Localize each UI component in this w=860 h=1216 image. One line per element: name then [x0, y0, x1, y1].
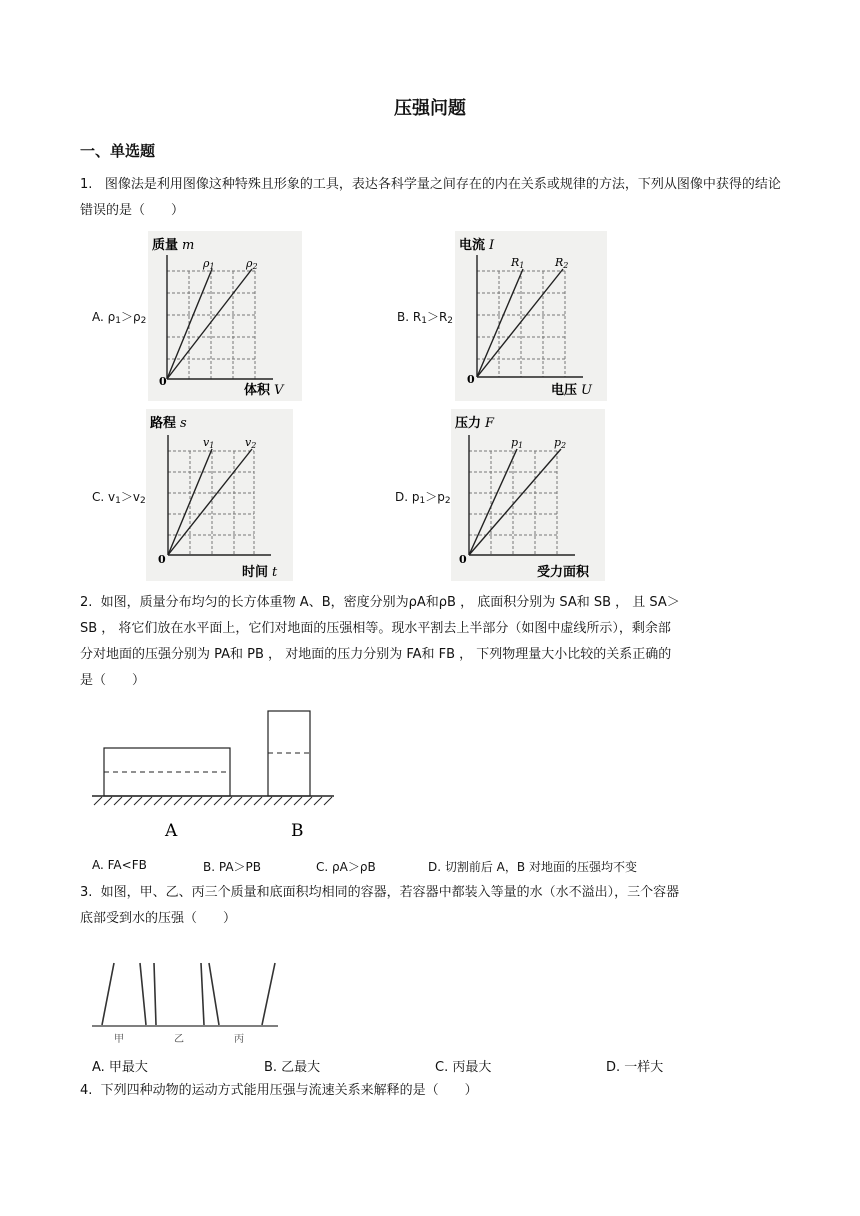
y-axis-label: 电流 I [459, 238, 495, 253]
x-axis-label: 时间 t [242, 565, 278, 580]
option-text: ＞p [425, 490, 445, 504]
origin-label: 0 [158, 553, 166, 566]
option-sub: 2 [444, 496, 451, 506]
container-yi-right [201, 963, 204, 1025]
label-bing: 丙 [234, 1034, 244, 1045]
option-c[interactable] [92, 488, 146, 506]
container-jia-left [102, 963, 114, 1025]
block-diagram [88, 705, 338, 845]
q3-option-a[interactable]: A. 甲最大 [92, 1060, 148, 1075]
question-4 [80, 1078, 785, 1104]
option-sub: 1 [115, 316, 121, 326]
option-text: ＞ρ [120, 310, 141, 324]
series-label: R1 [511, 256, 525, 270]
q2-option-c[interactable]: C. ρA＞ρB [316, 860, 376, 874]
label-a: A [165, 821, 178, 841]
page-title: 压强问题 [394, 98, 466, 119]
y-axis-label: 路程 s [150, 416, 187, 431]
series-label: p1 [511, 436, 524, 450]
graph-distance-time [146, 409, 293, 581]
question-number: 1. [80, 177, 93, 192]
question-text: 下列四种动物的运动方式能用压强与流速关系来解释的是（ ） [100, 1083, 478, 1098]
origin-label: 0 [467, 373, 475, 386]
question-text: 如图，甲、乙、丙三个质量和底面积均相同的容器，若容器中都装入等量的水（水不溢出），三个容器 [100, 885, 680, 900]
container-yi-left [154, 963, 156, 1025]
label-b: B [291, 821, 304, 841]
section-heading: 一、单选题 [80, 142, 156, 160]
container-bing-right [262, 963, 275, 1025]
graph-current-voltage [455, 231, 607, 401]
option-text: ＞v [120, 490, 140, 504]
option-sub: 1 [421, 316, 427, 326]
x-axis-label: 电压 U [551, 383, 592, 398]
option-text: A. ρ [92, 310, 116, 324]
option-sub: 2 [139, 496, 146, 506]
series-label: v2 [245, 436, 257, 450]
option-sub: 2 [447, 316, 454, 326]
question-text: 如图，质量分布均匀的长方体重物 A、B，密度分别为ρA和ρB ， 底面积分别为 SA和 SB ， 且 SA＞ [100, 595, 680, 610]
q2-option-d[interactable]: D. 切割前后 A，B 对地面的压强均不变 [428, 860, 637, 874]
series-label: R2 [555, 256, 569, 270]
graph-force-area [451, 409, 605, 581]
option-sub: 1 [419, 496, 426, 506]
container-bing-left [209, 963, 219, 1025]
option-d[interactable] [395, 488, 451, 506]
x-axis-label: 受力面积 [537, 565, 590, 580]
y-axis-label: 质量 m [152, 238, 195, 253]
series-label: ρ2 [246, 257, 258, 271]
question-number: 4. [80, 1083, 93, 1098]
x-axis-label: 体积 V [244, 383, 284, 398]
option-text: D. p [395, 490, 420, 504]
y-axis-label: 压力 F [455, 416, 495, 431]
question-3 [80, 880, 785, 932]
option-text: C. v [92, 490, 116, 504]
option-sub: 1 [115, 496, 121, 506]
q3-option-d[interactable]: D. 一样大 [606, 1060, 664, 1075]
question-text: 是（ ） [80, 673, 146, 688]
label-jia: 甲 [114, 1034, 124, 1045]
graph-mass-volume [148, 231, 302, 401]
question-2 [80, 590, 785, 694]
q3-option-b[interactable]: B. 乙最大 [264, 1060, 321, 1075]
q2-option-b[interactable]: B. PA＞PB [203, 860, 262, 874]
option-b[interactable] [397, 308, 453, 326]
question-text: 分对地面的压强分别为 PA和 PB ， 对地面的压力分别为 FA和 FB ， 下列物理量大小比较的关系正确的 [80, 647, 672, 662]
option-sub: 2 [140, 316, 147, 326]
option-text: B. R [397, 310, 422, 324]
question-text: 底部受到水的压强（ ） [80, 911, 237, 926]
series-label: p2 [554, 436, 567, 450]
series-label: v1 [203, 436, 215, 450]
series-label: ρ1 [203, 257, 215, 271]
option-text: ＞R [426, 310, 448, 324]
q2-option-a[interactable]: A. FA<FB [92, 858, 147, 872]
q3-option-c[interactable]: C. 丙最大 [435, 1060, 492, 1075]
origin-label: 0 [159, 375, 167, 388]
question-number: 3. [80, 885, 93, 900]
label-yi: 乙 [174, 1034, 184, 1045]
origin-label: 0 [459, 553, 467, 566]
question-number: 2. [80, 595, 93, 610]
option-a[interactable] [92, 308, 146, 326]
question-text: SB ， 将它们放在水平面上，它们对地面的压强相等。现水平割去上半部分（如图中虚线所示），剩余部 [80, 621, 671, 636]
container-jia-right [140, 963, 146, 1025]
question-text: 图像法是利用图像这种特殊且形象的工具，表达各科学量之间存在的内在关系或规律的方法，下列从图像中获得的结论错误的是（ ） [80, 177, 781, 218]
container-diagram [88, 955, 288, 1047]
question-1 [80, 172, 785, 224]
